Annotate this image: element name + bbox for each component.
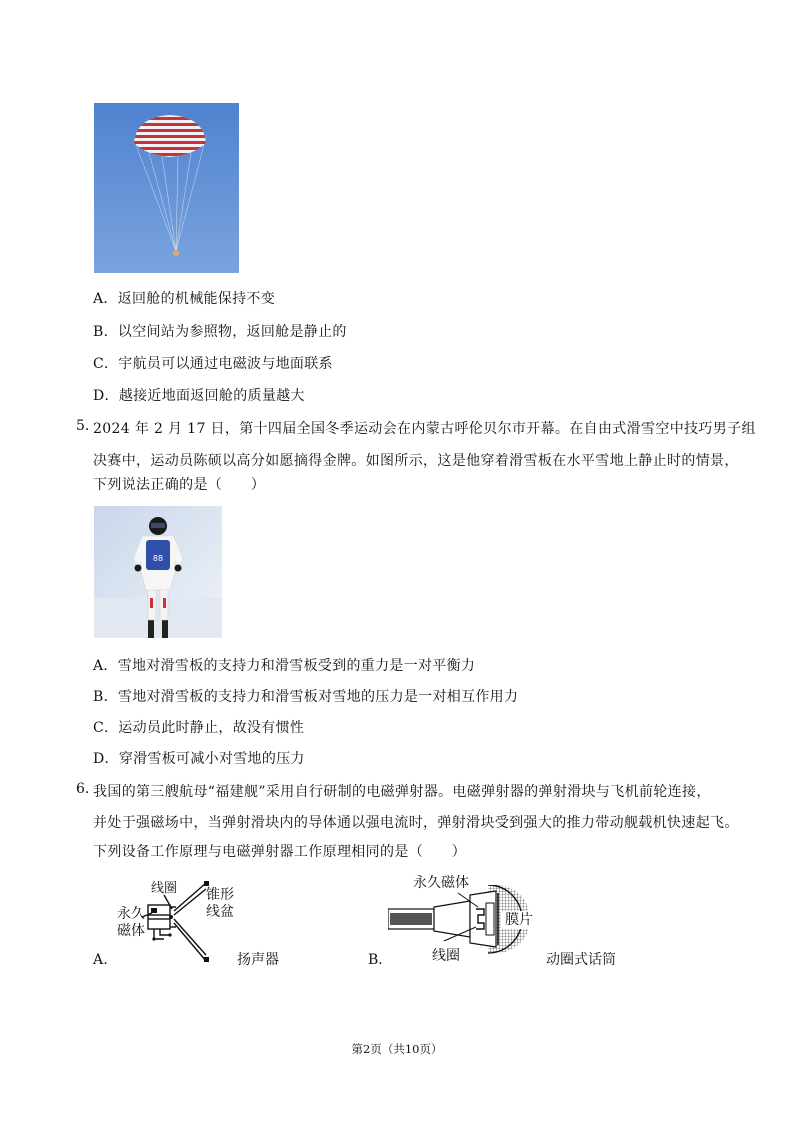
- speaker-caption: 扬声器: [237, 952, 279, 968]
- q5-option-b[interactable]: B．雪地对滑雪板的支持力和滑雪板对雪地的压力是一对相互作用力: [93, 689, 519, 705]
- microphone-label-magnet: 永久磁体: [413, 875, 469, 891]
- q6-stem-line-1: 我国的第三艘航母“福建舰”采用自行研制的电磁弹射器。电磁弹射器的弹射滑块与飞机前轮连接，: [93, 784, 711, 800]
- speaker-label-cone-1: 锥形: [206, 887, 234, 903]
- svg-text:88: 88: [152, 554, 164, 563]
- q5-stem-line-3: 下列说法正确的是（ ）: [93, 477, 266, 493]
- skier-photo: [94, 506, 222, 638]
- q6-stem-line-3: 下列设备工作原理与电磁弹射器工作原理相同的是（ ）: [93, 844, 467, 860]
- q6-number: 6.: [76, 781, 90, 797]
- speaker-label-magnet-1: 永久: [117, 906, 145, 922]
- q4-option-c[interactable]: C．宇航员可以通过电磁波与地面联系: [93, 356, 333, 372]
- speaker-label-cone-2: 线盆: [206, 904, 234, 920]
- q5-option-d[interactable]: D．穿滑雪板可减小对雪地的压力: [93, 751, 305, 767]
- q4-option-a[interactable]: A．返回舱的机械能保持不变: [93, 291, 276, 307]
- q6-option-a[interactable]: A．: [93, 952, 118, 968]
- q5-option-a[interactable]: A．雪地对滑雪板的支持力和滑雪板受到的重力是一对平衡力: [93, 658, 476, 674]
- q5-stem-line-1: 2024 年 2 月 17 日，第十四届全国冬季运动会在内蒙古呼伦贝尔市开幕。在自由式滑雪空中技巧男子组: [93, 421, 756, 437]
- q5-number: 5.: [76, 418, 90, 434]
- parachute-photo: [94, 103, 239, 273]
- microphone-label-membrane: 膜片: [505, 912, 533, 928]
- speaker-label-coil: 线圈: [151, 881, 178, 896]
- q5-stem-line-2: 决赛中，运动员陈硕以高分如愿摘得金牌。如图所示，这是他穿着滑雪板在水平雪地上静止时的情景，: [93, 453, 739, 469]
- q5-option-c[interactable]: C．运动员此时静止，故没有惯性: [93, 720, 305, 736]
- page-footer: 第2页（共10页）: [351, 1042, 443, 1056]
- microphone-caption: 动圈式话筒: [546, 952, 616, 968]
- q6-option-b[interactable]: B．: [368, 952, 393, 968]
- q4-option-d[interactable]: D．越接近地面返回舱的质量越大: [93, 388, 305, 404]
- q6-stem-line-2: 并处于强磁场中，当弹射滑块内的导体通以强电流时，弹射滑块受到强大的推力带动舰载机快速起飞。: [93, 815, 739, 831]
- speaker-label-magnet-2: 磁体: [117, 923, 145, 939]
- q4-option-b[interactable]: B．以空间站为参照物，返回舱是静止的: [93, 324, 347, 340]
- microphone-label-coil: 线圈: [432, 948, 460, 964]
